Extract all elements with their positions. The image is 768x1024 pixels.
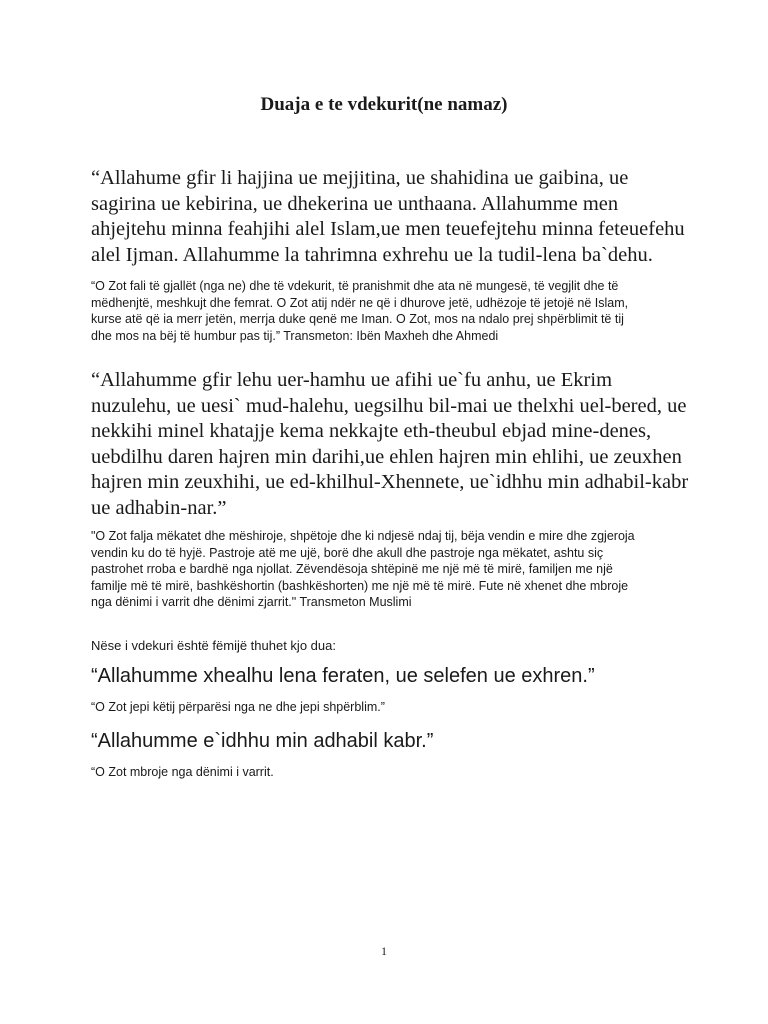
- text-line: “O Zot fali të gjallët (nga ne) dhe të vdekurit, të pranishmit dhe ata në mungesë, të vegjlit dhe të: [91, 279, 619, 293]
- text-line: mëdhenjtë, meshkujt dhe femrat. O Zot atij ndër ne që i dhurove jetë, udhëzoje të jetojë në Islam,: [91, 295, 629, 310]
- document-title: Duaja e te vdekurit(ne namaz): [260, 94, 508, 115]
- text-line: “Allahume gfir li hajjina ue mejjitina, ue shahidina ue gaibina, ue: [91, 167, 629, 189]
- dua-4-translation: “O Zot mbroje nga dënimi i varrit.: [91, 765, 274, 779]
- dua-2-translation: [91, 528, 691, 611]
- text-line: pastrohet rroba e bardhë nga njollat. Zëvendësoja shtëpinë me një më të mirë, familjen me një: [91, 562, 613, 577]
- dua-1-translation: [91, 278, 691, 344]
- dua-4-arabic: “Allahumme e`idhhu min adhabil kabr.”: [91, 730, 434, 752]
- text-line: “Allahumme gfir lehu uer-hamhu ue afihi ue`fu anhu, ue Ekrim: [91, 369, 613, 391]
- text-line: sagirina ue kebirina, ue dhekerina ue unthaana. Allahumme men: [91, 192, 619, 215]
- text-line: kurse atë që ia merr jetën, merrja duke qenë me Iman. O Zot, mos na ndalo prej shpërblimit të tij: [91, 312, 624, 327]
- text-line: alel Ijman. Allahumme la tahrimna exhrehu ue la tudil-lena ba`dehu.: [91, 243, 653, 266]
- text-line: dhe mos na bëj të humbur pas tij.” Transmeton: Ibën Maxheh dhe Ahmedi: [91, 328, 499, 343]
- text-line: hajren min zeuxhihi, ue ed-khilhul-Xhennete, ue`idhhu min adhabil-kabr: [91, 471, 689, 493]
- text-line: nga dënimi i varrit dhe dënimi zjarrit." Transmeton Muslimi: [91, 595, 412, 610]
- dua-1-arabic: [91, 166, 691, 268]
- page-number: 1: [381, 944, 387, 958]
- text-line: familje më të mirë, bashkëshortin (bashkëshorten) me një më të mirë. Fute në xhenet dhe mbroje: [91, 578, 629, 593]
- text-line: ahjejtehu minna feahjihi alel Islam,ue men teuefejtehu minna feteuefehu: [91, 218, 685, 240]
- text-line: uebdilhu daren hajren min darihi,ue ehlen hajren min ehlihi, ue zeuxhen: [91, 445, 682, 468]
- child-dua-intro: Nëse i vdekuri është fëmijë thuhet kjo dua:: [91, 638, 336, 653]
- dua-3-arabic: “Allahumme xhealhu lena feraten, ue selefen ue exhren.”: [91, 665, 595, 687]
- text-line: vendin ku do të hyjë. Pastroje atë me ujë, borë dhe akull dhe pastroje nga mëkatet, ashtu siç: [91, 545, 604, 560]
- text-line: nekkihi minel khatajje kema nekkajte eth-theubul ebjad mine-denes,: [91, 420, 652, 442]
- dua-2-arabic: [91, 368, 691, 521]
- text-line: ue adhabin-nar.”: [91, 496, 227, 519]
- text-line: "O Zot falja mëkatet dhe mëshiroje, shpëtoje dhe ki ndjesë ndaj tij, bëja vendin e mire dhe zgjeroja: [91, 529, 635, 543]
- text-line: nuzulehu, ue uesi` mud-halehu, uegsilhu bil-mai ue thelxhi uel-bered, ue: [91, 394, 687, 417]
- dua-3-translation: “O Zot jepi këtij përparësi nga ne dhe jepi shpërblim.”: [91, 700, 385, 714]
